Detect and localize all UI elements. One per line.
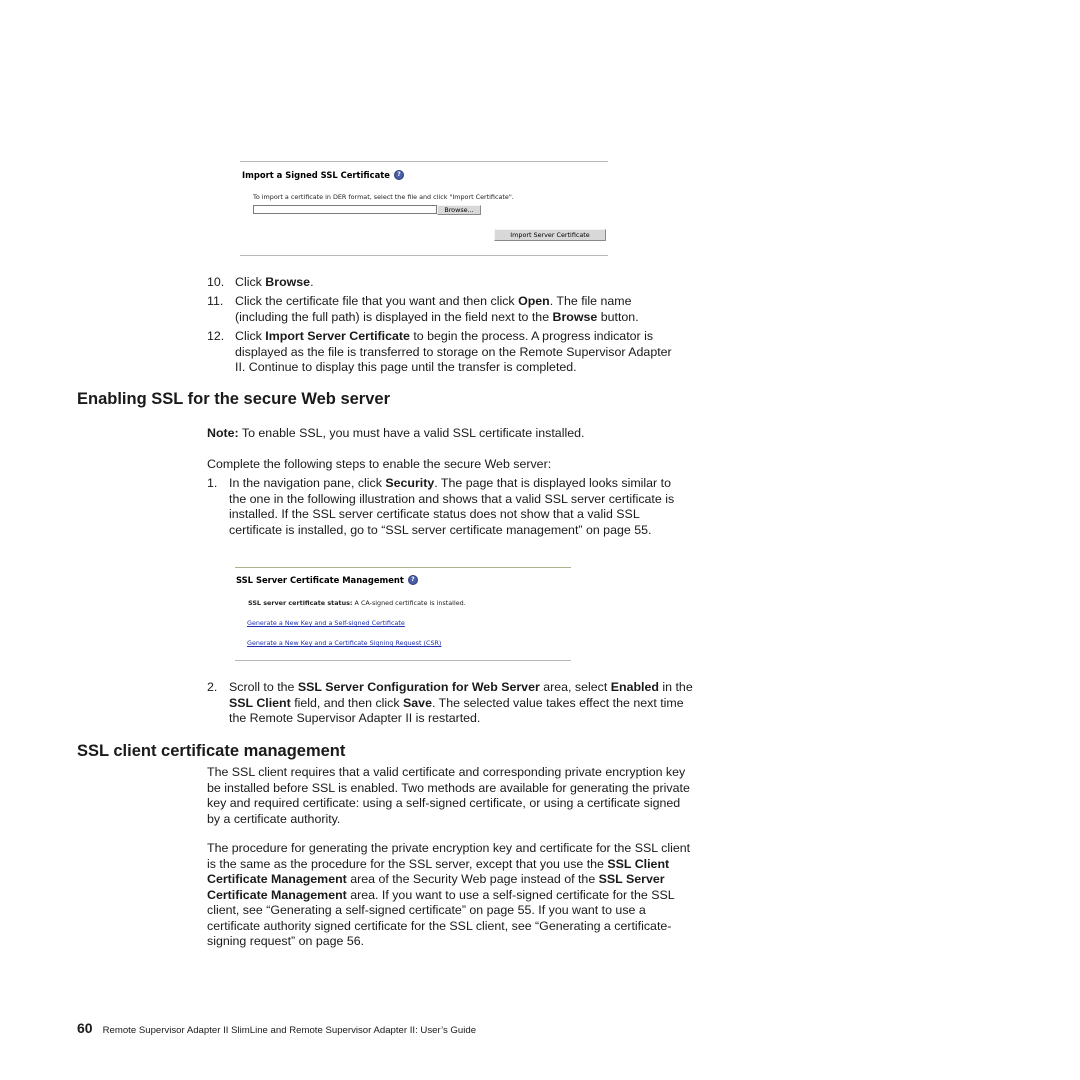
panel-title-text: Import a Signed SSL Certificate (242, 170, 390, 180)
emphasis-text: SSL Server Configuration for Web Server (297, 680, 540, 694)
text-run: . The file name (including the full path) is displayed in the field next to the (235, 294, 632, 324)
text-run: The procedure for generating the private encryption key and certificate for the SSL client is the same as the procedure for the SSL server, except that you use the (207, 841, 691, 871)
ssl-server-cert-panel (235, 566, 571, 662)
step-text (235, 329, 685, 376)
intro-paragraph: Complete the following steps to enable the secure Web server: (207, 457, 552, 471)
emphasis-text: Import Server Certificate (265, 329, 410, 343)
status-value: A CA-signed certificate is installed. (354, 599, 466, 607)
text-run: Click (235, 275, 266, 289)
text-run: In the navigation pane, click (229, 476, 386, 490)
section-heading-enabling-ssl: Enabling SSL for the secure Web server (77, 390, 390, 408)
step-number: 11. (207, 294, 224, 308)
note-text: To enable SSL, you must have a valid SSL certificate installed. (241, 426, 585, 440)
panel-top-rule (235, 567, 571, 568)
import-instructions: To import a certificate in DER format, select the file and click "Import Certificate". (253, 193, 514, 201)
panel-bottom-rule (235, 660, 571, 661)
step-number: 1. (207, 476, 218, 490)
panel-top-rule (240, 161, 608, 162)
text-run: area, select (539, 680, 611, 694)
step-text (229, 476, 689, 538)
step-text (235, 275, 685, 291)
footer-text: Remote Supervisor Adapter II SlimLine and Remote Supervisor Adapter II: User’s Guide (102, 1025, 477, 1036)
browse-button[interactable]: Browse... (437, 205, 481, 215)
emphasis-text: Enabled (610, 680, 659, 694)
emphasis-text: Save (403, 695, 432, 710)
text-run: Click the certificate file that you want and then click (235, 294, 519, 308)
emphasis-text: Browse (265, 275, 311, 289)
step-text (229, 680, 695, 727)
certificate-status (248, 599, 466, 607)
emphasis-text: Open (518, 294, 550, 308)
emphasis-text: Browse (552, 309, 598, 324)
panel-bottom-rule (240, 255, 608, 256)
text-run: . The page that is displayed looks similar to the one in the following illustration and shows that a valid SSL server certificate is installed. If the SSL server certificate status does not show that a valid SSL certificate is installed, go to “SSL server certificate management” on page 55. (229, 476, 675, 537)
step-number: 10. (207, 275, 225, 289)
text-run: area of the Security Web page instead of the (346, 872, 599, 886)
help-icon[interactable]: ? (394, 170, 404, 180)
panel-title (236, 575, 418, 585)
note-label: Note: (207, 426, 239, 440)
text-run: field, and then click (290, 695, 404, 710)
emphasis-text: SSL Client Certificate Management (207, 856, 670, 886)
note-paragraph (207, 426, 691, 442)
text-run: in the (658, 680, 693, 694)
step-number: 2. (207, 680, 218, 694)
import-server-certificate-button[interactable]: Import Server Certificate (494, 229, 606, 241)
generate-self-signed-link[interactable]: Generate a New Key and a Self-signed Certificate (247, 619, 405, 627)
help-icon[interactable]: ? (408, 575, 418, 585)
text-run: button. (597, 309, 639, 324)
text-run: . The selected value takes effect the next time the Remote Supervisor Adapter II is restarted. (229, 695, 684, 725)
panel-title-text: SSL Server Certificate Management (236, 575, 404, 585)
client-cert-paragraph-2 (207, 841, 691, 950)
client-cert-paragraph-1: The SSL client requires that a valid certificate and corresponding private encryption key be installed before SSL is enabled. Two methods are available for generating the private key and required certificate: using a self-signed certificate, or using a certificate signed by a certificate authority. (207, 765, 690, 826)
text-run: area. If you want to use a self-signed certificate for the SSL client, see “Generating a self-signed certificate” on page 55. If you want to use a certificate authority signed certificate for the SSL client, see “Generating a certificate-signing request” on page 56. (207, 887, 675, 948)
status-label: SSL server certificate status: (248, 599, 353, 607)
emphasis-text: SSL Server Certificate Management (207, 872, 665, 902)
section-heading-ssl-client-cert: SSL client certificate management (77, 742, 346, 760)
step-text (235, 294, 685, 325)
generate-csr-link[interactable]: Generate a New Key and a Certificate Signing Request (CSR) (247, 639, 442, 647)
text-run: Scroll to the (229, 680, 298, 694)
text-run: Click (235, 329, 266, 343)
panel-title (242, 170, 404, 180)
emphasis-text: SSL Client (229, 695, 291, 710)
page-footer (77, 1021, 476, 1039)
text-run: . (310, 275, 314, 289)
import-certificate-panel (240, 160, 608, 258)
certificate-file-input[interactable] (253, 205, 437, 214)
emphasis-text: Security (385, 476, 435, 490)
page-number: 60 (77, 1020, 93, 1036)
step-number: 12. (207, 329, 225, 343)
text-run: to begin the process. A progress indicator is displayed as the file is transferred to storage on the Remote Supervisor Adapter II. Continue to display this page until the transfer is completed. (235, 329, 672, 374)
